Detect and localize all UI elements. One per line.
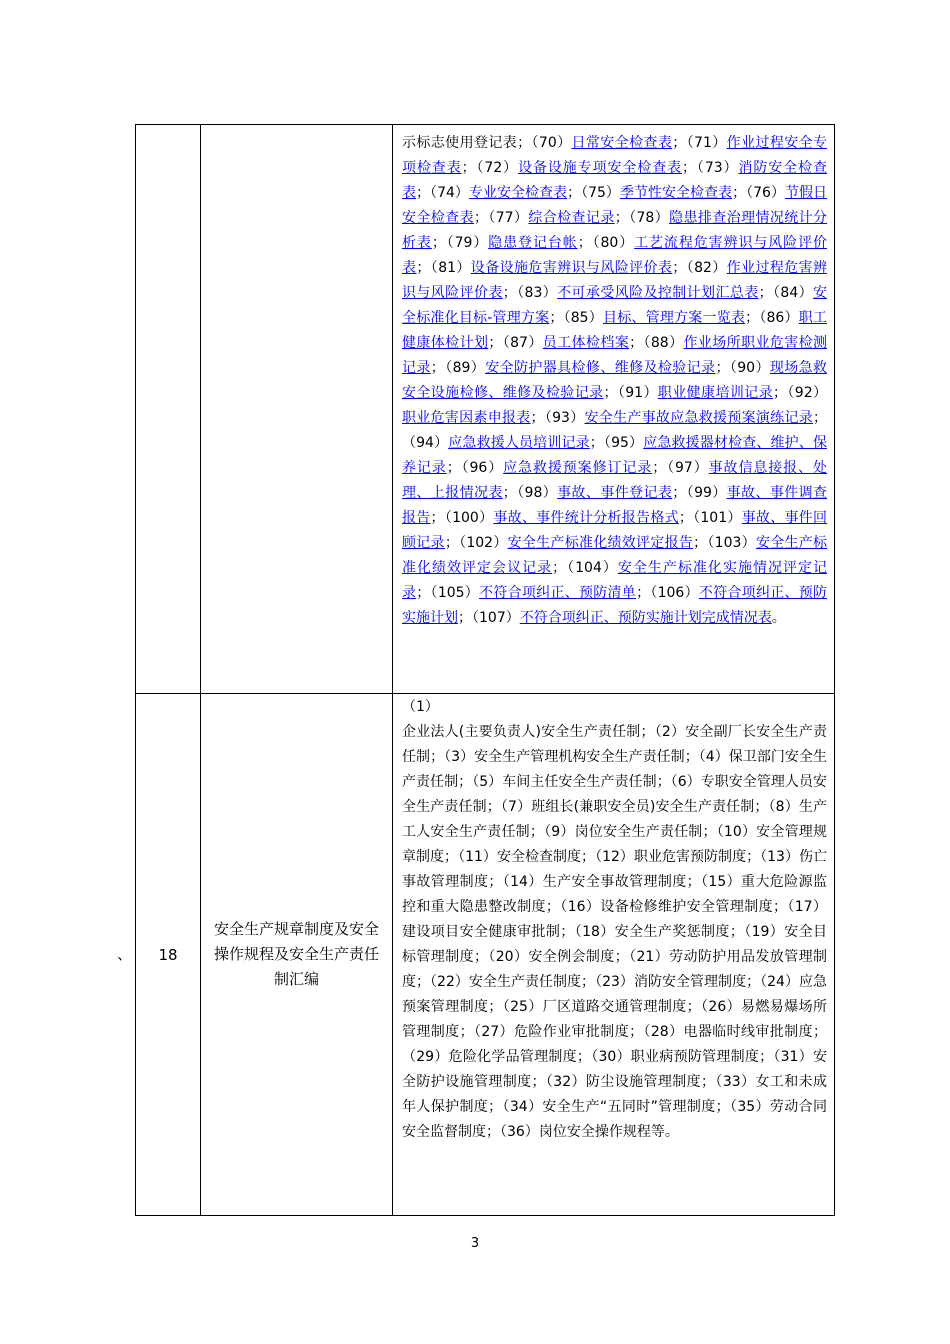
text-segment: ；（94） <box>402 410 828 451</box>
record-link[interactable]: 作业过程危害辨识与风险评价表 <box>402 260 828 301</box>
record-link[interactable]: 应急救援预案修订记录 <box>503 460 653 476</box>
content-cell <box>393 125 835 694</box>
row2-text: 企业法人(主要负责人)安全生产责任制；（2）安全副厂长安全生产责任制；（3）安全生产管理机构安全生产责任制；（4）保卫部门安全生产责任制；（5）车间主任安全生产责任制；（6）专职安全管理人员安全生产责任制；（7）班组长(兼职安全员)安全生产责任制；（8）生产工人安全生产责任制；（9）岗位安全生产责任制；（10）安全管理规章制度；（11）安全检查制度；（12）职业危害预防制度；（13）伤亡事故管理制度；（14）生产安全事故管理制度；（15）重大危险源监控和重大隐患整改制度；（16）设备检修维护安全管理制度；（17）建设项目安全健康审批制；（18）安全生产奖惩制度；（19）安全目标管理制度；（20）安全例会制度；（21）劳动防护用品发放管理制度；（22）安全生产责任制度；（23）消防安全管理制度；（24）应急预案管理制度；（25）厂区道路交通管理制度；（26）易燃易爆场所管理制度；（27）危险作业审批制度；（28）电器临时线审批制度；（29）危险化学品管理制度；（30）职业病预防管理制度；（31）安全防护设施管理制度；（32）防尘设施管理制度；（33）女工和未成年人保护制度；（34）安全生产“五同时”管理制度；（35）劳动合同安全监督制度；（36）岗位安全操作规程等。 <box>402 724 827 1140</box>
record-link[interactable]: 隐患登记台帐 <box>488 235 578 251</box>
text-segment: ；（107） <box>458 610 520 626</box>
record-link[interactable]: 综合检查记录 <box>528 210 615 226</box>
text-segment: ；（100） <box>430 510 494 526</box>
text-segment: ；（81） <box>416 260 471 276</box>
table-row <box>136 125 835 694</box>
text-segment: ；（86） <box>745 310 799 326</box>
record-link[interactable]: 设备设施专项安全检查表 <box>518 160 683 176</box>
record-link[interactable]: 应急救援人员培训记录 <box>448 435 590 451</box>
text-segment: ；（88） <box>629 335 684 351</box>
record-link[interactable]: 作业过程安全专项检查表 <box>402 135 828 176</box>
text-segment: ；（98） <box>502 485 558 501</box>
table-row <box>136 694 835 1216</box>
record-link[interactable]: 职业健康培训记录 <box>657 385 774 401</box>
text-segment: ；（83） <box>502 285 558 301</box>
record-link[interactable]: 节假日安全检查表 <box>402 185 828 226</box>
margin-mark: 、 <box>117 945 133 963</box>
text-segment: ；（78） <box>614 210 670 226</box>
text-segment: ；（104） <box>552 560 618 576</box>
record-link[interactable]: 事故信息接报、处理、上报情况表 <box>402 460 827 501</box>
record-link[interactable]: 作业场所职业危害检测记录 <box>402 335 828 376</box>
text-segment: ；（84） <box>758 285 814 301</box>
record-link[interactable]: 设备设施危害辨识与风险评价表 <box>470 260 673 276</box>
record-link[interactable]: 安全生产标准化实施情况评定记录 <box>402 560 828 601</box>
text-segment: ；（93） <box>530 410 585 426</box>
record-link[interactable]: 应急救援器材检查、维护、保养记录 <box>402 435 827 476</box>
row1-content <box>393 125 834 637</box>
text-segment: ；（72） <box>461 160 519 176</box>
record-link[interactable]: 消防安全检查表 <box>402 160 827 201</box>
record-link[interactable]: 安全生产事故应急救援预案演练记录 <box>584 410 814 426</box>
records-table <box>135 124 835 1216</box>
text-segment: ；（103） <box>693 535 756 551</box>
text-segment: ；（92） <box>773 385 828 401</box>
text-segment: ；（90） <box>715 360 770 376</box>
number-cell <box>136 125 201 694</box>
record-link[interactable]: 目标、管理方案一览表 <box>603 310 746 326</box>
content-cell <box>393 694 835 1216</box>
title-cell <box>201 125 393 694</box>
record-link[interactable]: 不可承受风险及控制计划汇总表 <box>557 285 759 301</box>
page-number: 3 <box>470 1236 480 1251</box>
text-segment: 。 <box>771 610 786 626</box>
text-segment: ；（77） <box>473 210 529 226</box>
record-link[interactable]: 季节性安全检查表 <box>619 185 733 201</box>
record-link[interactable]: 隐患排查治理情况统计分析表 <box>402 210 828 251</box>
text-segment: ；（106） <box>636 585 699 601</box>
title-cell: 安全生产规章制度及安全操作规程及安全生产责任制汇编 <box>201 694 393 1216</box>
text-segment: ；（101） <box>678 510 742 526</box>
text-segment: ；（91） <box>603 385 658 401</box>
row2-content <box>393 694 834 1151</box>
record-link[interactable]: 事故、事件调查报告 <box>402 485 828 526</box>
row2-first-line: （1） <box>402 699 439 715</box>
text-segment: ；（74） <box>416 185 469 201</box>
record-link[interactable]: 安全标准化目标-管理方案 <box>402 285 828 326</box>
text-segment: ；（99） <box>672 485 727 501</box>
number-cell: 18 <box>136 694 201 1216</box>
record-link[interactable]: 现场急救安全设施检修、维修及检验记录 <box>402 360 828 401</box>
text-segment: ；（96） <box>446 460 504 476</box>
record-link[interactable]: 不符合项纠正、预防实施计划 <box>402 585 828 626</box>
record-link[interactable]: 职工健康体检计划 <box>402 310 827 351</box>
text-segment: 示标志使用登记表；（70） <box>402 135 572 151</box>
record-link[interactable]: 专业安全检查表 <box>468 185 568 201</box>
text-segment: ；（80） <box>577 235 635 251</box>
text-segment: ；（89） <box>430 360 486 376</box>
record-link[interactable]: 事故、事件统计分析报告格式 <box>493 510 679 526</box>
text-segment: ；（105） <box>416 585 480 601</box>
text-segment: ；（76） <box>732 185 785 201</box>
text-segment: ；（73） <box>682 160 739 176</box>
record-link[interactable]: 事故、事件登记表 <box>557 485 673 501</box>
record-link[interactable]: 不符合项纠正、预防实施计划完成情况表 <box>519 610 772 626</box>
record-link[interactable]: 安全防护器具检修、维修及检验记录 <box>485 360 716 376</box>
text-segment: ；（95） <box>589 435 644 451</box>
record-link[interactable]: 员工体检档案 <box>542 335 630 351</box>
record-link[interactable]: 事故、事件回顾记录 <box>402 510 828 551</box>
record-link[interactable]: 安全生产标准化绩效评定会议记录 <box>402 535 828 576</box>
record-link[interactable]: 日常安全检查表 <box>571 135 673 151</box>
text-segment: ；（87） <box>488 335 543 351</box>
text-segment: ；（82） <box>672 260 727 276</box>
record-link[interactable]: 职业危害因素申报表 <box>402 410 531 426</box>
text-segment: ；（85） <box>549 310 604 326</box>
text-segment: ；（79） <box>431 235 489 251</box>
record-link[interactable]: 工艺流程危害辨识与风险评价表 <box>402 235 827 276</box>
text-segment: ；（75） <box>567 185 620 201</box>
text-segment: ；（71） <box>672 135 727 151</box>
text-segment: ；（102） <box>444 535 508 551</box>
record-link[interactable]: 不符合项纠正、预防清单 <box>479 585 637 601</box>
text-segment: ；（97） <box>652 460 709 476</box>
record-link[interactable]: 安全生产标准化绩效评定报告 <box>507 535 694 551</box>
